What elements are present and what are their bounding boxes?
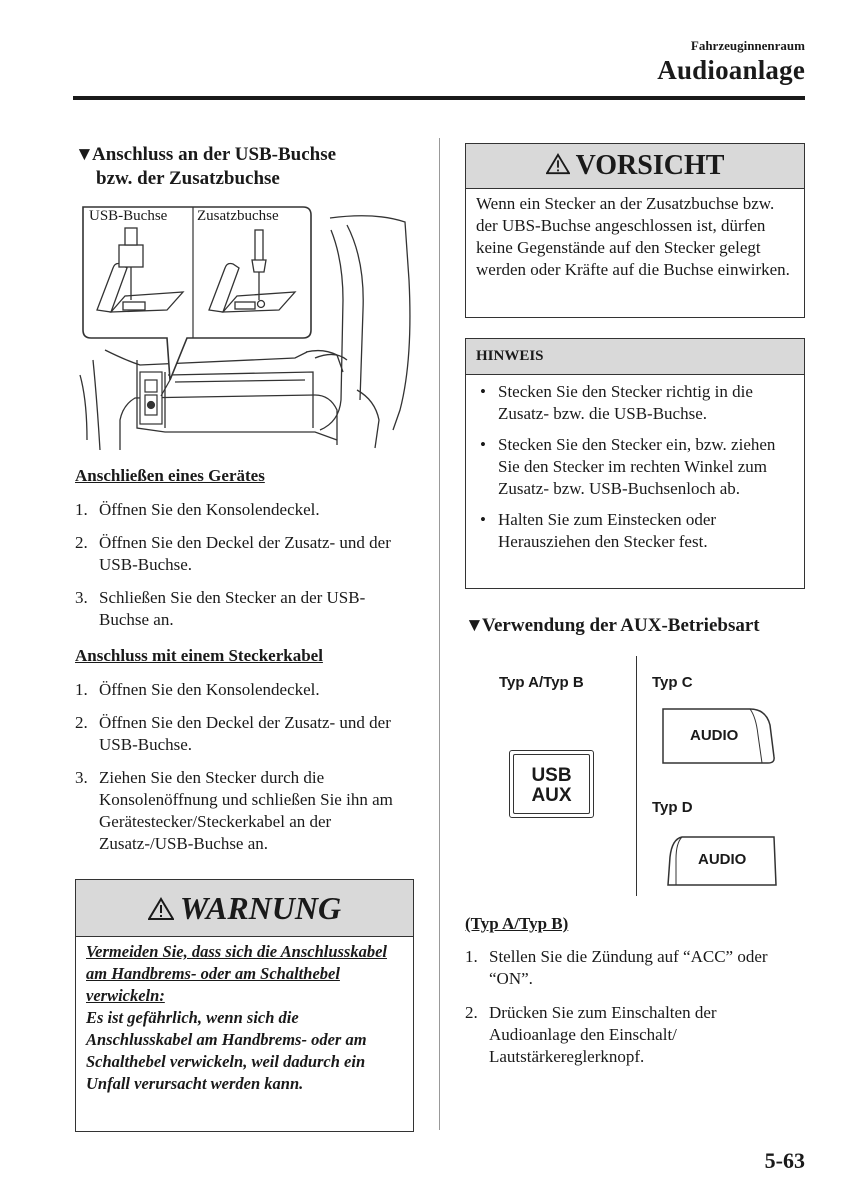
triangle-bullet-icon: ▼ <box>465 615 484 636</box>
list-item: 1. Öffnen Sie den Konsolendeckel. <box>75 500 320 519</box>
warning-triangle-icon <box>148 897 174 921</box>
page-title: Audioanlage <box>657 55 805 85</box>
steps-connect-device <box>75 499 415 631</box>
warning-text: Es ist gefährlich, wenn sich die Anschlusskabel am Handbrems- oder am Schalthebel verwickeln, weil dadurch ein Unfall verursacht werden kann. <box>86 1008 367 1093</box>
caution-box <box>465 143 805 318</box>
label-type-c: Typ C <box>652 674 693 691</box>
warning-title: WARNUNG <box>76 880 413 937</box>
warning-box <box>75 879 414 1132</box>
list-item: 3. Ziehen Sie den Stecker durch die Konsolenöffnung und schließen Sie ihn am Gerätestecker/Steckerkabel an der Zusatz-/USB-Buchse an. <box>75 768 393 853</box>
subheading-connect-device: Anschließen eines Gerätes <box>75 466 265 485</box>
list-item: 1. Öffnen Sie den Konsolendeckel. <box>75 680 320 699</box>
section-heading-usb: ▼Anschluss an der USB-Buchse bzw. der Zusatzbuchse <box>75 143 425 191</box>
audio-label-c: AUDIO <box>690 727 739 744</box>
caution-text: Wenn ein Stecker an der Zusatzbuchse bzw. der UBS-Buchse angeschlossen ist, dürfen keine Gegenstände auf den Stecker gelegt werden oder Kräfte auf die Buchse einwirken. <box>476 194 790 279</box>
label-type-ab: Typ A/Typ B <box>499 674 584 691</box>
list-item: 2. Öffnen Sie den Deckel der Zusatz- und der USB-Buchse. <box>75 713 391 754</box>
list-item: 3. Schließen Sie den Stecker an der USB-Buchse an. <box>75 588 366 629</box>
list-item: • Halten Sie zum Einstecken oder Herausziehen den Stecker fest. <box>476 509 794 553</box>
warning-body <box>76 937 413 1099</box>
note-title: HINWEIS <box>466 339 804 375</box>
usb-label: USB <box>531 765 572 786</box>
warning-triangle-icon <box>546 153 570 175</box>
steps-type-ab <box>465 946 795 1068</box>
warning-underlined-text: Vermeiden Sie, dass sich die Anschlusskabel am Handbrems- oder am Schalthebel verwickeln: <box>86 942 388 1005</box>
figure-divider <box>636 656 637 896</box>
list-item: • Stecken Sie den Stecker ein, bzw. ziehen Sie den Stecker im rechten Winkel zum Zusatz- bzw. USB-Buchsenloch ab. <box>476 434 794 500</box>
figure-label-aux: Zusatzbuchse <box>197 208 279 224</box>
section-heading-aux: ▼Verwendung der AUX-Betriebsart <box>465 615 760 636</box>
audio-label-d: AUDIO <box>698 851 747 868</box>
caution-title: VORSICHT <box>466 144 804 189</box>
console-figure <box>75 200 415 462</box>
list-item: 2. Drücken Sie zum Einschalten der Audioanlage den Einschalt/ Lautstärkereglerknopf. <box>465 1003 717 1066</box>
page-number: 5-63 <box>764 1148 805 1173</box>
note-list <box>466 375 804 559</box>
figure-label-usb: USB-Buchse <box>89 208 168 224</box>
list-item: 2. Öffnen Sie den Deckel der Zusatz- und der USB-Buchse. <box>75 533 391 574</box>
label-type-d: Typ D <box>652 799 693 816</box>
header-rule <box>73 96 805 100</box>
note-box <box>465 338 805 589</box>
triangle-bullet-icon: ▼ <box>75 144 94 165</box>
subheading-connect-cable: Anschluss mit einem Steckerkabel <box>75 646 323 665</box>
list-item: 1. Stellen Sie die Zündung auf “ACC” oder “ON”. <box>465 947 768 988</box>
steps-connect-cable <box>75 679 415 855</box>
list-item: • Stecken Sie den Stecker richtig in die Zusatz- bzw. die USB-Buchse. <box>476 381 794 425</box>
usb-aux-button <box>509 750 594 818</box>
subheading-type-ab: (Typ A/Typ B) <box>465 914 569 933</box>
column-divider <box>439 138 440 1130</box>
chapter-title: Fahrzeuginnenraum <box>690 38 805 53</box>
aux-label: AUX <box>531 785 572 806</box>
section-heading-line2: bzw. der Zusatzbuchse <box>96 168 280 189</box>
